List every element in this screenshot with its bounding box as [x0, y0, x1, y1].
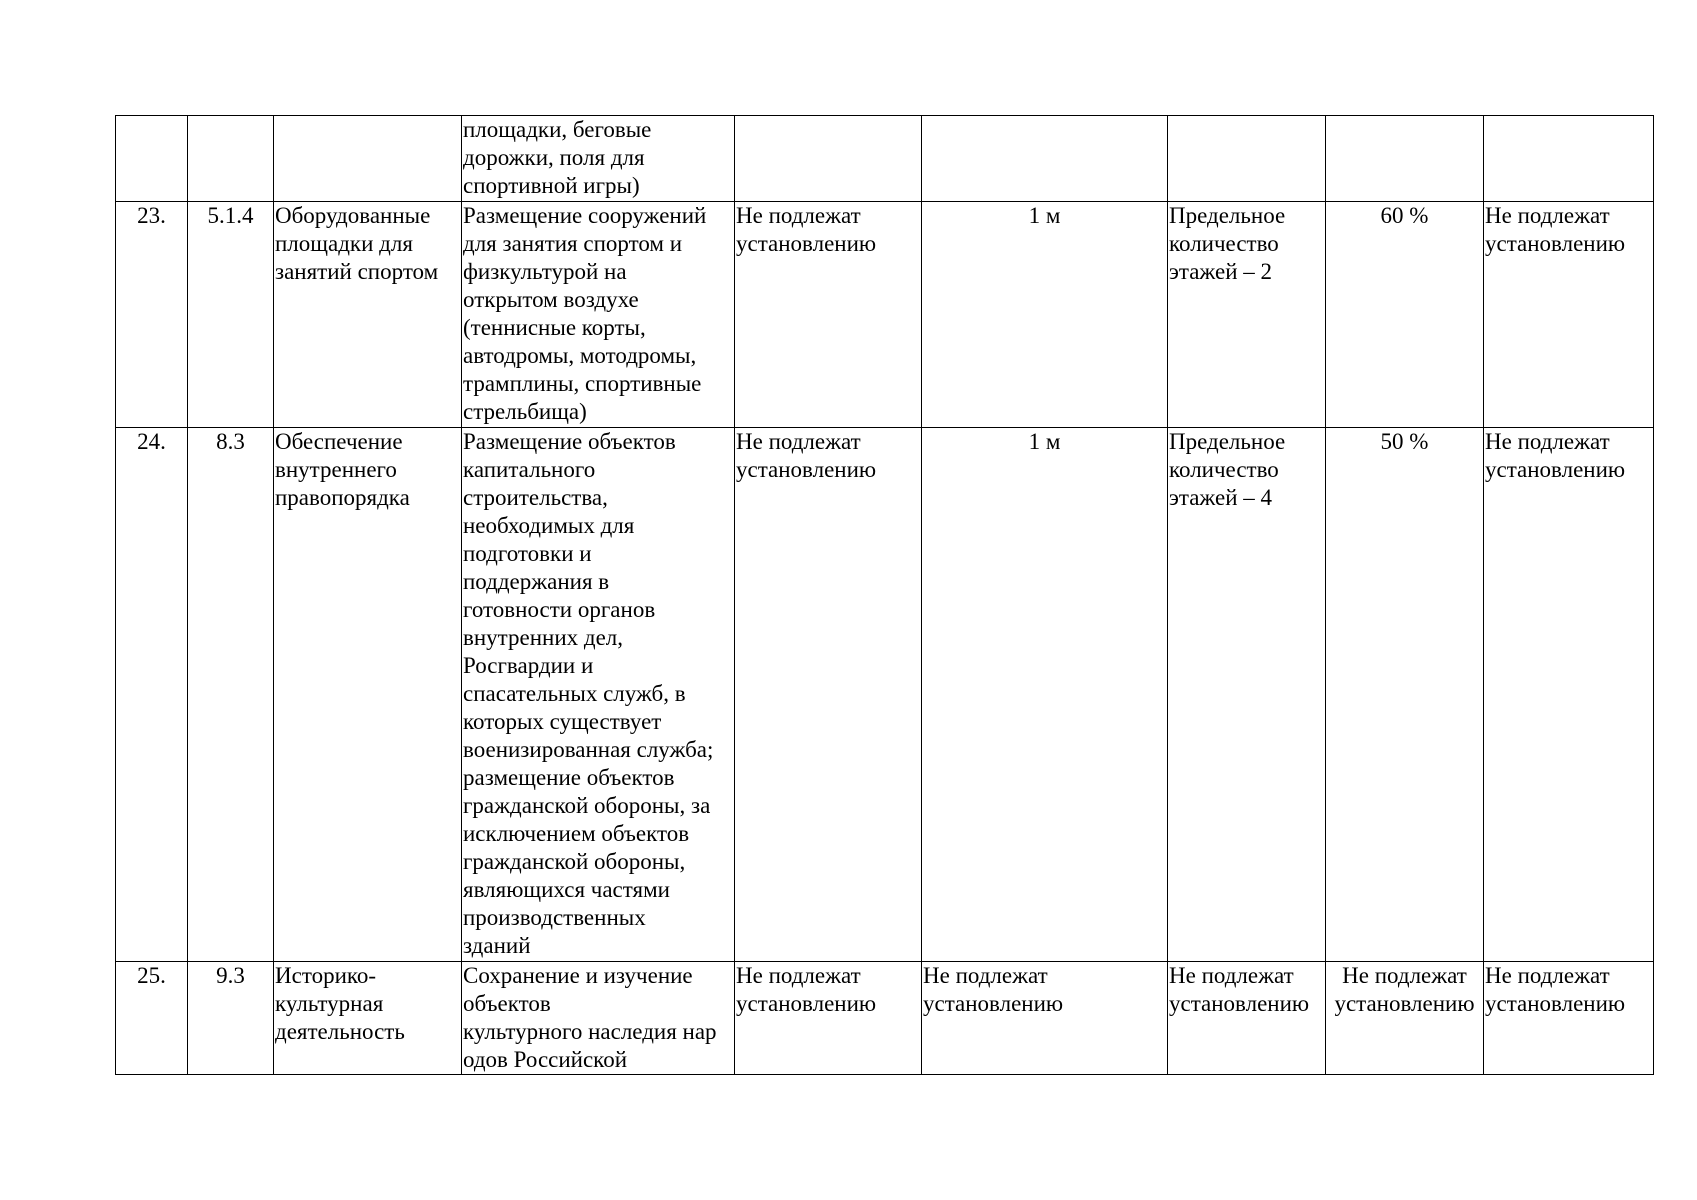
coverage-cell: 60 % [1326, 202, 1484, 428]
floors-cell [1168, 116, 1326, 202]
coverage-cell: 50 % [1326, 428, 1484, 962]
floors-cell: Предельное количество этажей – 2 [1168, 202, 1326, 428]
setback-cell: 1 м [922, 202, 1168, 428]
land-use-table [115, 115, 1654, 1075]
coverage-cell [1326, 116, 1484, 202]
use-name-cell: Оборудованные площадки для занятий спортом [274, 202, 462, 428]
code-cell: 9.3 [188, 962, 274, 1075]
description-cell: Размещение сооружений для занятия спортом и физкультурой на открытом воздухе (теннисные корты, автодромы, мотодромы, трамплины, спортивные стрельбища) [462, 202, 735, 428]
parameter-cell: Не подлежат установлению [1168, 962, 1326, 1075]
parameter-cell [1484, 116, 1654, 202]
table-row [116, 428, 1654, 962]
use-name-cell [274, 116, 462, 202]
description-cell: площадки, беговые дорожки, поля для спортивной игры) [462, 116, 735, 202]
parameter-cell: Не подлежат установлению [735, 202, 922, 428]
code-cell [188, 116, 274, 202]
table-row [116, 202, 1654, 428]
parameter-cell [735, 116, 922, 202]
floors-cell: Предельное количество этажей – 4 [1168, 428, 1326, 962]
setback-cell [922, 116, 1168, 202]
description-cell: Сохранение и изучение объектов культурного наследия нар одов Российской [462, 962, 735, 1075]
row-number-cell [116, 116, 188, 202]
row-number-cell: 25. [116, 962, 188, 1075]
description-cell: Размещение объектов капитального строительства, необходимых для подготовки и поддержания в готовности органов внутренних дел, Росгвардии и спасательных служб, в которых существует военизированная служба; размещение объектов гражданской обороны, за исключением объектов гражданской обороны, являющихся частями производственных зданий [462, 428, 735, 962]
table-row [116, 116, 1654, 202]
setback-cell: 1 м [922, 428, 1168, 962]
parameter-cell: Не подлежат установлению [1326, 962, 1484, 1075]
use-name-cell: Историко- культурная деятельность [274, 962, 462, 1075]
parameter-cell: Не подлежат установлению [1484, 962, 1654, 1075]
parameter-cell: Не подлежат установлению [735, 428, 922, 962]
parameter-cell: Не подлежат установлению [922, 962, 1168, 1075]
table-row [116, 962, 1654, 1075]
parameter-cell: Не подлежат установлению [735, 962, 922, 1075]
code-cell: 5.1.4 [188, 202, 274, 428]
row-number-cell: 24. [116, 428, 188, 962]
use-name-cell: Обеспечение внутреннего правопорядка [274, 428, 462, 962]
parameter-cell: Не подлежат установлению [1484, 428, 1654, 962]
parameter-cell: Не подлежат установлению [1484, 202, 1654, 428]
row-number-cell: 23. [116, 202, 188, 428]
code-cell: 8.3 [188, 428, 274, 962]
